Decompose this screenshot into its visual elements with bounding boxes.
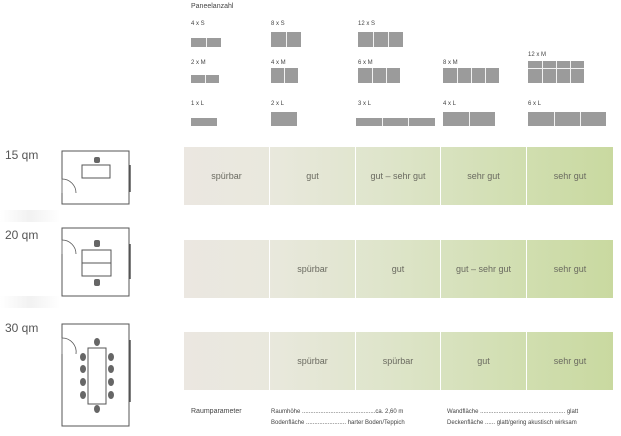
floor-shadow [0, 296, 60, 308]
rating-cell: gut [356, 240, 441, 298]
rating-cell [184, 332, 270, 390]
panel-graphic-1l [191, 118, 217, 126]
panel-count-header: Paneelanzahl [191, 3, 234, 10]
panel-graphic-8m [443, 68, 499, 83]
room-size-label: 30 qm [5, 321, 39, 335]
panel-option-label: 8 x M [443, 60, 458, 66]
room-20qm-icon [54, 224, 136, 300]
panel-option-label: 12 x S [358, 21, 376, 27]
rating-cell: gut – sehr gut [356, 147, 441, 205]
rating-cell: sehr gut [553, 264, 587, 274]
room-parameters-label: Raumparameter [191, 408, 242, 415]
rating-cell [184, 240, 270, 298]
room-height-param: Raumhöhe ............................................ca. 2,60 m [271, 409, 404, 415]
panel-option-label: 4 x L [443, 101, 457, 107]
rating-cell: sehr gut [553, 356, 587, 366]
panel-graphic-6l [528, 112, 606, 126]
rating-cell: spürbar [184, 147, 270, 205]
panel-option-label: 2 x L [271, 101, 285, 107]
rating-cell: gut [270, 147, 356, 205]
rating-cell: spürbar [270, 240, 356, 298]
rating-row-20qm [184, 240, 613, 298]
floor-surface-param: Bodenfläche ........................ harter Boden/Teppich [271, 420, 405, 426]
ceiling-surface-param: Deckenfläche ...... glatt/gering akustisch wirksam [447, 420, 577, 426]
panel-graphic-2m [191, 75, 219, 83]
room-15qm-icon [54, 148, 136, 208]
rating-cell: gut – sehr gut [441, 240, 527, 298]
panel-graphic-12s [358, 32, 403, 47]
rating-cell: sehr gut [441, 147, 527, 205]
panel-option-label: 6 x L [528, 101, 542, 107]
wall-surface-param: Wandfläche ................................................... glatt [447, 409, 579, 415]
panel-option-label: 8 x S [271, 21, 285, 27]
panel-option-label: 6 x M [358, 60, 373, 66]
panel-option-label: 12 x M [528, 52, 547, 58]
panel-option-label: 1 x L [191, 101, 205, 107]
panel-graphic-2l [271, 112, 297, 126]
rating-cell: gut [441, 332, 527, 390]
panel-graphic-6m [358, 68, 400, 83]
room-size-label: 20 qm [5, 228, 39, 242]
rating-cell: sehr gut [553, 171, 587, 181]
panel-graphic-4l [443, 112, 495, 126]
panel-graphic-12m [528, 61, 584, 83]
panel-option-label: 2 x M [191, 60, 206, 66]
rating-row-15qm [184, 147, 613, 205]
panel-option-label: 4 x S [191, 21, 205, 27]
floor-shadow [0, 210, 60, 222]
panel-graphic-4m [271, 68, 298, 83]
panel-option-label: 4 x M [271, 60, 286, 66]
room-size-label: 15 qm [5, 148, 39, 162]
panel-graphic-4s [191, 38, 221, 47]
rating-row-30qm [184, 332, 613, 390]
rating-cell: spürbar [270, 332, 356, 390]
room-30qm-icon [54, 320, 136, 430]
panel-option-label: 3 x L [358, 101, 372, 107]
panel-graphic-3l [356, 118, 435, 126]
rating-cell: spürbar [356, 332, 441, 390]
panel-graphic-8s [271, 32, 301, 47]
